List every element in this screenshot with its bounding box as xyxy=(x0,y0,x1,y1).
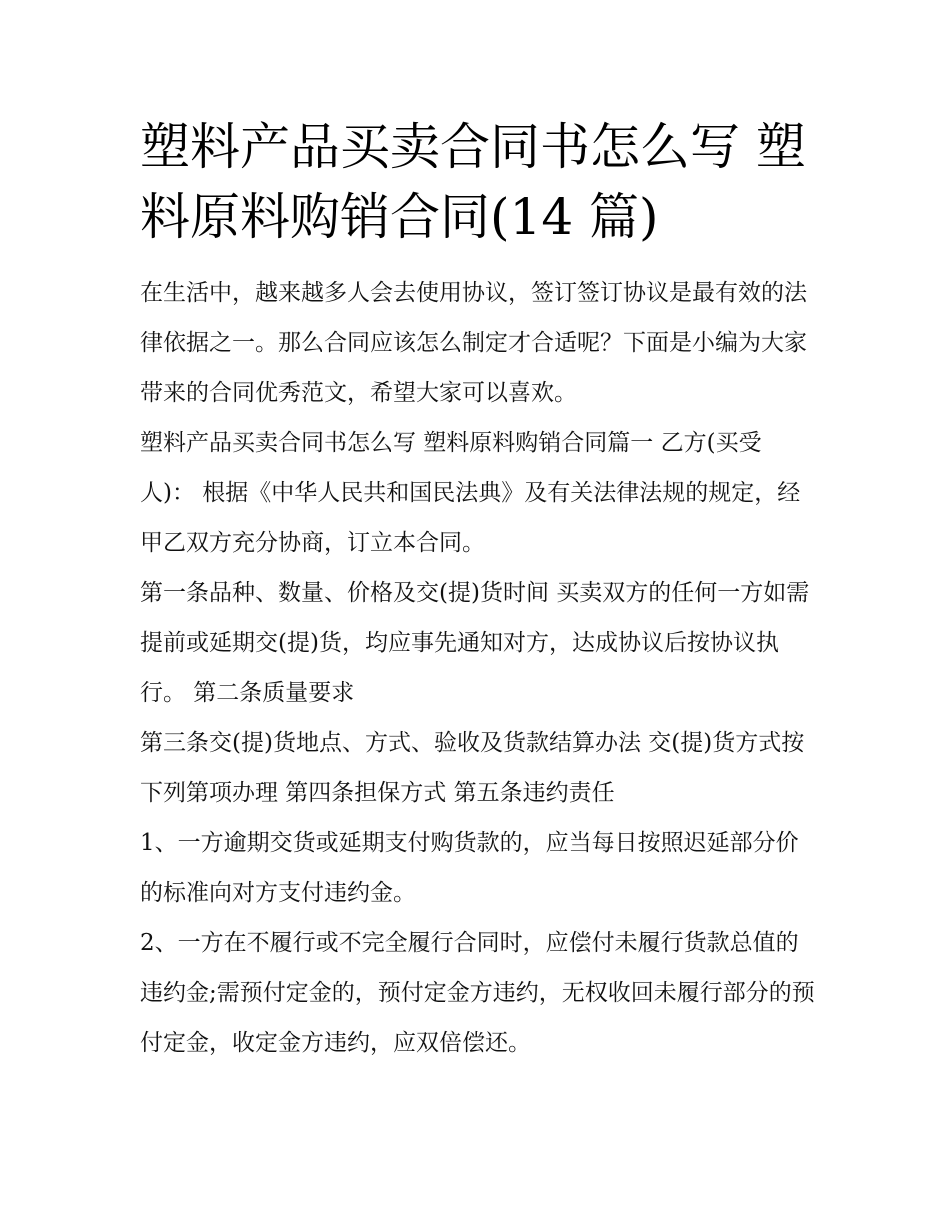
paragraph-article-one: 第一条品种、数量、价格及交(提)货时间 买卖双方的任何一方如需提前或延期交(提)货，均应事先通知对方，达成协议后按协议执行。 第二条质量要求 xyxy=(140,580,810,706)
document-title: 塑料产品买卖合同书怎么写 塑料原料购销合同(14 篇) xyxy=(140,118,806,246)
paragraph-contract-preamble: 塑料产品买卖合同书怎么写 塑料原料购销合同篇一 乙方(买受人)： 根据《中华人民共和国民法典》及有关法律法规的规定，经甲乙双方充分协商，订立本合同。 xyxy=(140,430,801,556)
paragraph-article-three: 第三条交(提)货地点、方式、验收及货款结算办法 交(提)货方式按下列第项办理 第四条担保方式 第五条违约责任 xyxy=(140,730,805,806)
document-body xyxy=(140,112,815,1068)
paragraph-clause-2: 2、一方在不履行或不完全履行合同时，应偿付未履行货款总值的违约金;需预付定金的，预付定金方违约，无权收回未履行部分的预付定金，收定金方违约，应双倍偿还。 xyxy=(140,930,815,1056)
paragraph-intro: 在生活中，越来越多人会去使用协议，签订签订协议是最有效的法律依据之一。那么合同应该怎么制定才合适呢？下面是小编为大家带来的合同优秀范文，希望大家可以喜欢。 xyxy=(140,280,807,406)
paragraph-clause-1: 1、一方逾期交货或延期支付购货款的，应当每日按照迟延部分价的标准向对方支付违约金。 xyxy=(140,830,799,906)
